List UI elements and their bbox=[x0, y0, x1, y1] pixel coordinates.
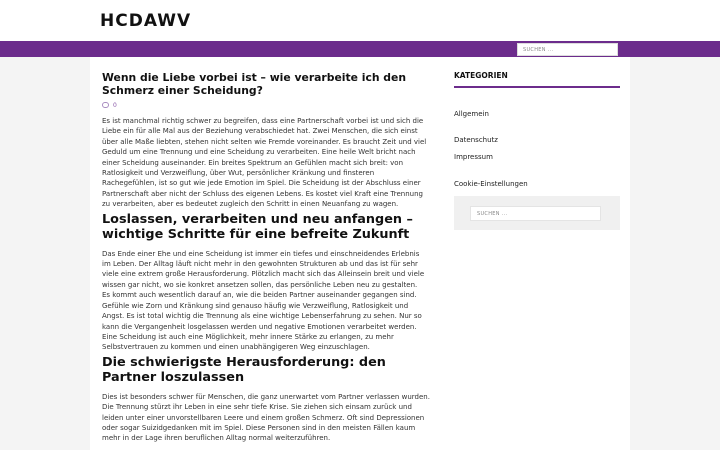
sidebar-search-widget bbox=[454, 196, 620, 230]
main-navigation-bar bbox=[0, 41, 720, 57]
category-link-datenschutz[interactable]: Datenschutz bbox=[454, 136, 498, 144]
content-area bbox=[90, 57, 630, 450]
site-logo[interactable]: HCDAWV bbox=[100, 11, 192, 31]
section-heading-2: Die schwierigste Herausforderung: den Partner loszulassen bbox=[102, 354, 386, 386]
comment-icon[interactable] bbox=[102, 102, 109, 108]
post-title[interactable]: Wenn die Liebe vorbei ist – wie verarbeite ich den Schmerz einer Scheidung? bbox=[102, 71, 407, 97]
nav-search-input[interactable]: SUCHEN ... bbox=[517, 43, 618, 56]
site-header bbox=[0, 0, 720, 41]
category-link-allgemein[interactable]: Allgemein bbox=[454, 110, 489, 118]
article bbox=[102, 71, 430, 444]
category-link-impressum[interactable]: Impressum bbox=[454, 153, 493, 161]
category-link-cookie-einstellungen[interactable]: Cookie-Einstellungen bbox=[454, 180, 528, 188]
sidebar bbox=[454, 71, 620, 217]
sidebar-search-input[interactable]: SUCHEN ... bbox=[470, 206, 601, 221]
post-meta bbox=[102, 100, 430, 110]
paragraph-2: Es kommt auch wesentlich darauf an, wie die beiden Partner auseinander gegangen sind. Gefühle wie Zorn und Kränkung sind genauso häufig wie Verzweiflung, Ratlosigkeit und Angst. Es ist total wichtig die Trennung als eine wichtige Lebenserfahrung zu sehen. Nur so kann die Vergangenheit losgelassen werden und negative Emotionen verarbeitet werden. Eine Scheidung ist auch eine Möglichkeit, mehr innere Stärke zu erlangen, zu mehr Selbstvertrauen zu kommen und einen unabhängigeren Weg einzuschlagen. bbox=[102, 291, 422, 352]
paragraph-3: Dies ist besonders schwer für Menschen, die ganz unerwartet vom Partner verlassen wurden. Die Trennung stürzt ihr Leben in eine sehr tiefe Krise. Sie ziehen sich einsam zurück und leiden unter einer unvorstellbaren Leere und einem großen Schmerz. Oft sind Depressionen oder sogar Suizidgedanken mit im Spiel. Diese Personen sind in den meisten Fällen kaum mehr in der Lage ihren beruflichen Alltag normal weiterzuführen. bbox=[102, 392, 430, 443]
section-heading-1: Loslassen, verarbeiten und neu anfangen – wichtige Schritte für eine befreite Zukunft bbox=[102, 211, 413, 243]
categories-widget-title: KATEGORIEN bbox=[454, 71, 620, 88]
comment-count[interactable]: 0 bbox=[113, 101, 117, 109]
intro-paragraph: Es ist manchmal richtig schwer zu begreifen, dass eine Partnerschaft vorbei ist und sich die Liebe ein für alle Mal aus der Beziehung verabschiedet hat. Zwei Menschen, die sich einst über alle Maße liebten, stehen nicht selten wie Fremde voreinander. Es braucht Zeit und viel Geduld um eine Trennung und eine Scheidung zu verarbeiten. Eine heile Welt bricht nach einer Scheidung auseinander. Ein breites Spektrum an Gefühlen macht sich breit: von Ratlosigkeit und Verzweiflung, über Wut, persönlicher Kränkung und finsteren Rachegefühlen, ist so gut wie jede Emotion im Spiel. Die Scheidung ist der Abschluss einer Partnerschaft aber nicht der Schluss des eigenen Lebens. Es kostet viel Kraft eine Trennung zu verarbeiten, aber es bedeutet zugleich den Schritt in einen Neuanfang zu wagen. bbox=[102, 117, 427, 209]
paragraph-1: Das Ende einer Ehe und eine Scheidung ist immer ein tiefes und einschneidendes Erlebnis im Leben. Der Alltag läuft nicht mehr in den gewohnten Strukturen ab und das ist für sehr viele eine extrem große Herausforderung. Plötzlich macht sich das Alleinsein breit und viele wissen gar nicht, wo sie konkret ansetzen sollen, das persönliche Leben neu zu gestalten. bbox=[102, 249, 425, 289]
